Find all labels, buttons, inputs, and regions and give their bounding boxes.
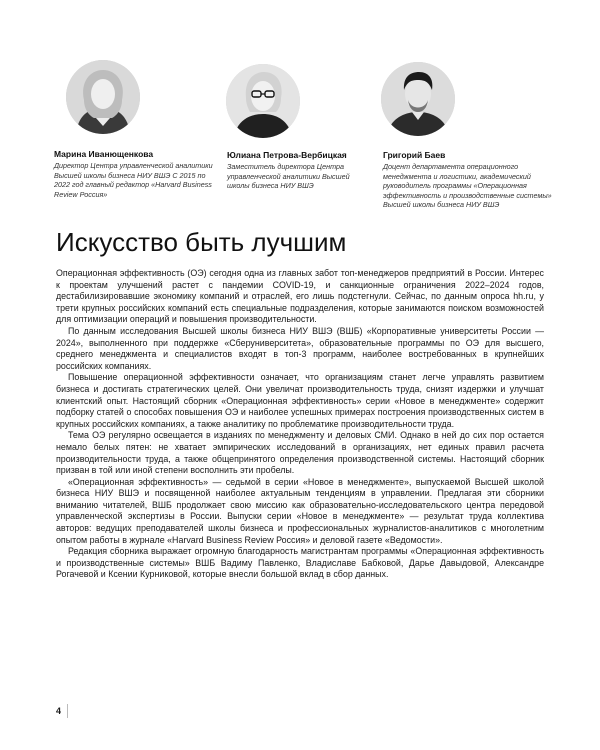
author-photo-baev (381, 62, 455, 136)
article-paragraph: По данным исследования Высшей школы бизнеса НИУ ВШЭ (ВШБ) «Корпоративные университеты России — 2024», выполненного при поддержке «Сберуниверситета», образовательные программы по ОЭ для высшего, среднего менеджмента и специалистов входят в топ-3 программ, наиболее востребованных в крупнейших российских компаниях. (56, 325, 544, 371)
article-paragraph: Тема ОЭ регулярно освещается в изданиях по менеджменту и деловых СМИ. Однако в ней до сих пор остается немало белых пятен: не хватает эмпирических исследований в организациях, нет единых правил расчета производительности труда, а также общепринятого определения производственной системы. Настоящий сборник призван в той или иной степени восполнить эти пробелы. (56, 430, 544, 476)
author-name: Юлиана Петрова-Вербицкая (227, 150, 347, 160)
article-paragraph: «Операционная эффективность» — седьмой в серии «Новое в менеджменте», выпускаемой Высшей школой бизнеса НИУ ВШЭ и посвященной наиболее актуальным тенденциям в управлении. Предлагая эти сборники вниманию читателей, ВШБ продолжает свою миссию как образовательно-исследовательского центра передовой управленческой экспертизы в России. Выпуски серии «Новое в менеджменте» — результат труда коллектива авторов: ведущих преподавателей школы бизнеса и профессиональных журналистов-аналитиков с многолетним опытом работы в журнале «Harvard Business Review Россия» и деловой газете «Ведомости». (56, 476, 544, 545)
author-description: Заместитель директора Центра управленческой аналитики Высшей школы бизнеса НИУ ВШЭ (227, 162, 350, 191)
author-name: Григорий Баев (383, 150, 446, 160)
article-paragraph: Редакция сборника выражает огромную благодарность магистрантам программы «Операционная эффективность и производственные системы» ВШБ Вадиму Павленко, Владиславе Бабковой, Дарье Давыдовой, Александре Рогачевой и Ксении Курниковой, которые внесли большой вклад в сбор данных. (56, 546, 544, 580)
article-title: Искусство быть лучшим (56, 227, 347, 257)
author-name: Марина Иванющенкова (54, 149, 154, 159)
article-paragraph: Операционная эффективность (ОЭ) сегодня одна из главных забот топ-менеджеров предприятий в России. Интерес к проектам улучшений растет с пандемии COVID-19, и санкционные ограничения 2022–2024 годов, дестабилизировавшие экономику компаний и отраслей, его лишь подстегнули. Сейчас, по данным опроса hh.ru, у трети крупных российских компаний есть специальные подразделения, которые занимаются поиском возможностей для оптимизации операций и повышения производительности. (56, 268, 544, 325)
page-number-divider (67, 704, 68, 718)
author-photo-ivanyushchenkova (66, 60, 140, 134)
page-number: 4 (56, 706, 62, 716)
author-photo-petrova-verbitskaya (226, 64, 300, 138)
article-body (56, 268, 544, 581)
article-paragraph: Повышение операционной эффективности означает, что организациям станет легче управлять развитием бизнеса и достигать стратегических целей. Они увеличат производительность труда, снизят издержки и улучшат клиентский опыт. Настоящий сборник «Операционная эффективность» серии «Новое в менеджменте» содержит подборку статей о способах повышения ОЭ и наиболее успешных примерах построения производственных систем в крупных российских компаниях, а также аналитику по проблематике производительности труда. (56, 372, 544, 429)
author-description: Директор Центра управленческой аналитики Высшей школы бизнеса НИУ ВШЭ С 2015 по 2022 год главный редактор «Harvard Business Review Россия» (54, 161, 213, 199)
author-description: Доцент департамента операционного менеджмента и логистики, академический руководитель программы «Операционная эффективность и производственные системы» Высшей школы бизнеса НИУ ВШЭ (383, 162, 552, 210)
authors-section (0, 0, 600, 225)
